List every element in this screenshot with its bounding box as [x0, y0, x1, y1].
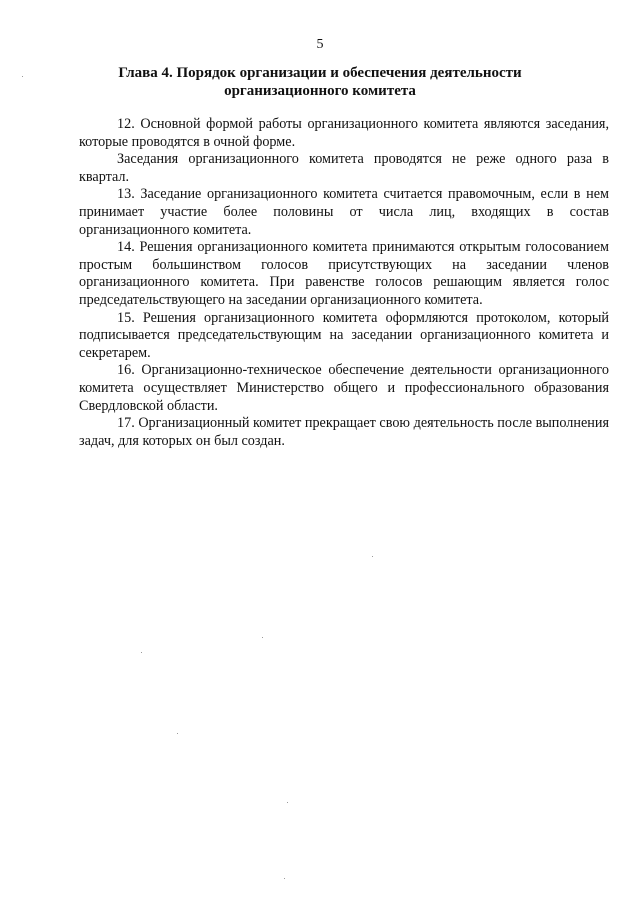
page-number: 5	[316, 37, 324, 52]
paragraph-14: 14. Решения организационного комитета принимаются открытым голосованием простым большинством голосов присутствующих на заседании членов организационного комитета. При равенстве голосов решающим является голос председательствующего на заседании организационного комитета.	[79, 239, 609, 308]
scan-speck	[22, 76, 23, 77]
scan-speck	[372, 556, 373, 557]
paragraph-15: 15. Решения организационного комитета оформляются протоколом, который подписывается председательствующим на заседании организационного комитета и секретарем.	[79, 309, 609, 361]
paragraph-13: 13. Заседание организационного комитета считается правомочным, если в нем принимает участие более половины от числа лиц, входящих в состав организационного комитета.	[79, 186, 609, 238]
chapter-title-line-2: организационного комитета	[224, 83, 416, 99]
chapter-title-line-1: Глава 4. Порядок организации и обеспечения деятельности	[118, 65, 522, 81]
paragraph-12: 12. Основной формой работы организационного комитета являются заседания, которые проводятся в очной форме.	[79, 116, 609, 150]
chapter-body	[79, 116, 609, 450]
scan-speck	[141, 652, 142, 653]
chapter-title	[100, 64, 540, 100]
scan-speck	[262, 637, 263, 638]
scan-speck	[284, 878, 285, 879]
scan-speck	[287, 802, 288, 803]
scan-speck	[177, 733, 178, 734]
paragraph-17: 17. Организационный комитет прекращает свою деятельность после выполнения задач, для которых он был создан.	[79, 415, 609, 449]
paragraph-12-continuation: Заседания организационного комитета проводятся не реже одного раза в квартал.	[79, 151, 609, 185]
paragraph-16: 16. Организационно-техническое обеспечение деятельности организационного комитета осуществляет Министерство общего и профессионального образования Свердловской области.	[79, 362, 609, 414]
